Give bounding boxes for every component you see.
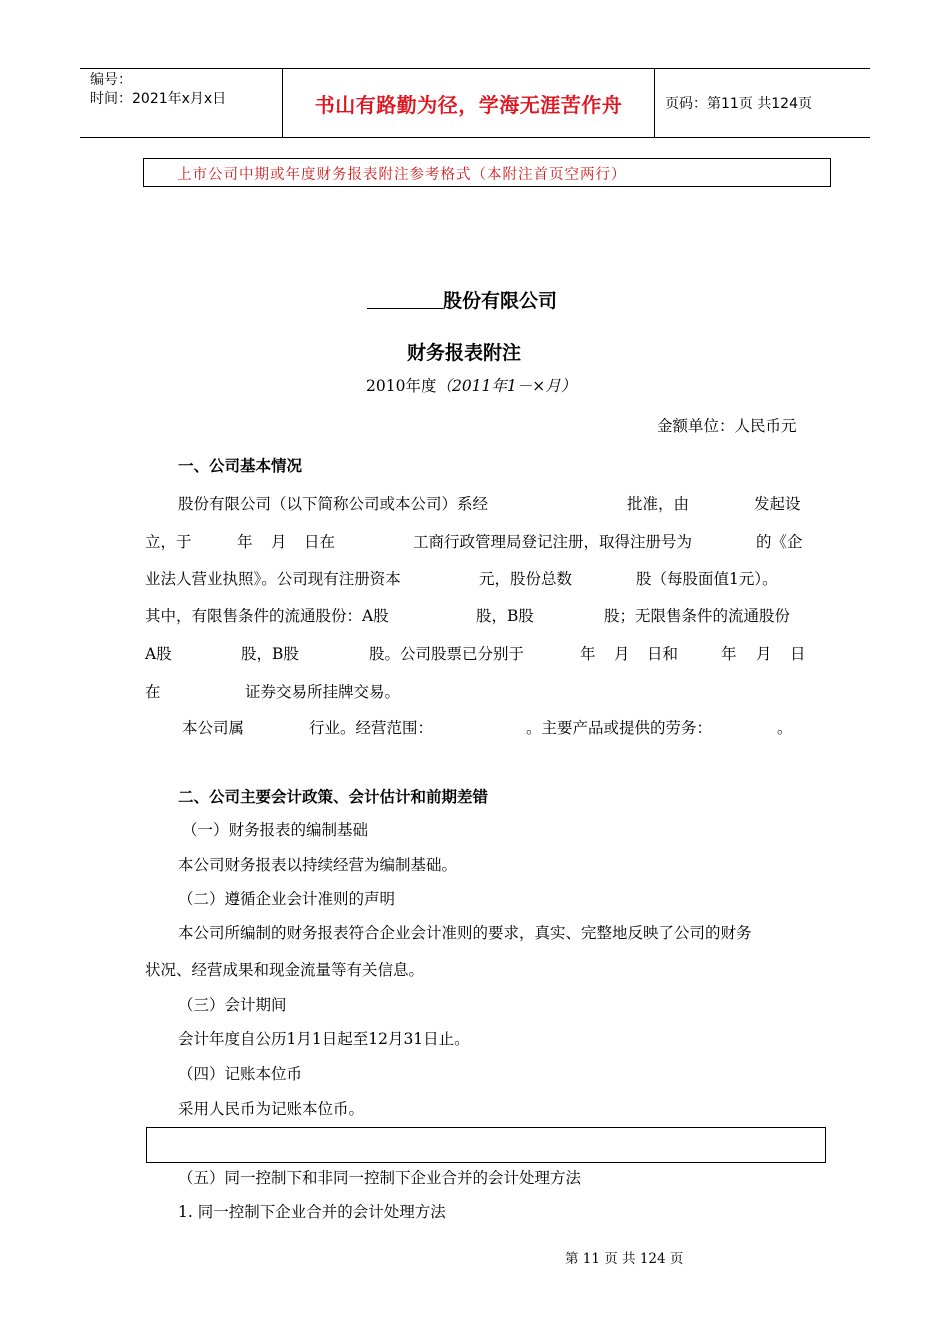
paragraph-text: 在 — [145, 683, 161, 701]
paragraph-text: 年 — [237, 533, 253, 551]
paragraph-text: 月 — [756, 645, 772, 663]
subsection-title: （三）会计期间 — [178, 996, 287, 1014]
paragraph-text: 股份有限公司（以下简称公司或本公司）系经 — [178, 495, 489, 513]
paragraph-text: 本公司所编制的财务报表符合企业会计准则的要求，真实、完整地反映了公司的财务 — [178, 924, 752, 942]
paragraph-text: 年 — [580, 645, 596, 663]
section-heading: 二、公司主要会计政策、会计估计和前期差错 — [178, 788, 489, 806]
paragraph-text: 本公司财务报表以持续经营为编制基础。 — [178, 856, 458, 874]
paragraph-text: 年 — [721, 645, 737, 663]
paragraph-text: 批准，由 — [627, 495, 690, 513]
paragraph-text: 发起设 — [754, 495, 801, 513]
paragraph-text: A股 — [145, 645, 172, 663]
doc-subtitle: 财务报表附注 — [407, 342, 522, 364]
company-title — [367, 286, 557, 313]
header-motto: 书山有路勤为径，学海无涯苦作舟 — [314, 93, 623, 117]
paragraph-text: 行业。经营范围： — [309, 719, 434, 737]
paragraph-text: 会计年度自公历1月1日起至12月31日止。 — [178, 1030, 470, 1048]
empty-box — [146, 1127, 826, 1163]
paragraph-text: 立，于 — [145, 533, 192, 551]
header-page-info: 页码：第11页 共124页 — [665, 96, 812, 112]
page-footer: 第 11 页 共 124 页 — [565, 1251, 684, 1267]
company-name: 股份有限公司 — [443, 290, 558, 312]
paragraph-text: 月 — [271, 533, 287, 551]
paragraph-text: 业法人营业执照》。公司现有注册资本 — [145, 570, 401, 588]
subsection-title: （四）记账本位币 — [178, 1065, 303, 1083]
paragraph-text: 状况、经营成果和现金流量等有关信息。 — [145, 961, 425, 979]
section-heading: 一、公司基本情况 — [178, 457, 303, 475]
currency-unit: 金额单位：人民币元 — [657, 417, 797, 435]
header-divider — [654, 69, 655, 137]
header-meta — [90, 71, 226, 109]
paragraph-text: 月 — [614, 645, 630, 663]
paragraph-text: 工商行政管理局登记注册，取得注册号为 — [413, 533, 693, 551]
time-label: 时间：2021年x月x日 — [90, 91, 227, 107]
report-year: 2010年度 — [366, 377, 437, 395]
paragraph-text: 日和 — [647, 645, 679, 663]
paragraph-text: 日 — [790, 645, 806, 663]
paragraph-text: 采用人民币为记账本位币。 — [178, 1100, 365, 1118]
paragraph-text: 股；无限售条件的流通股份 — [604, 607, 791, 625]
format-notice-text: 上市公司中期或年度财务报表附注参考格式（本附注首页空两行） — [177, 167, 627, 183]
header-table — [80, 68, 870, 138]
paragraph-text: 股。公司股票已分别于 — [369, 645, 525, 663]
subsection-title: （一）财务报表的编制基础 — [182, 821, 369, 839]
paragraph-text: 元，股份总数 — [479, 570, 573, 588]
report-period — [366, 374, 576, 396]
paragraph-text: 。 — [777, 719, 793, 737]
company-name-blank: ________ — [367, 290, 443, 312]
paragraph-text: 股，B股 — [476, 607, 534, 625]
paragraph-text: 股，B股 — [241, 645, 299, 663]
list-item: 1. 同一控制下企业合并的会计处理方法 — [178, 1203, 446, 1221]
subsection-title: （五）同一控制下和非同一控制下企业合并的会计处理方法 — [178, 1169, 582, 1187]
paragraph-text: 本公司属 — [182, 719, 245, 737]
paragraph-text: 其中，有限售条件的流通股份：A股 — [145, 607, 389, 625]
paragraph-text: 证券交易所挂牌交易。 — [245, 683, 401, 701]
paragraph-text: 股（每股面值1元）。 — [636, 570, 778, 588]
subsection-title: （二）遵循企业会计准则的声明 — [178, 890, 396, 908]
code-label: 编号： — [90, 72, 132, 88]
paragraph-text: 日在 — [304, 533, 336, 551]
report-period-range: （2011年1－×月） — [436, 377, 577, 395]
format-notice-box — [143, 158, 831, 187]
paragraph-text: 。主要产品或提供的劳务： — [526, 719, 713, 737]
paragraph-text: 的《企 — [756, 533, 803, 551]
